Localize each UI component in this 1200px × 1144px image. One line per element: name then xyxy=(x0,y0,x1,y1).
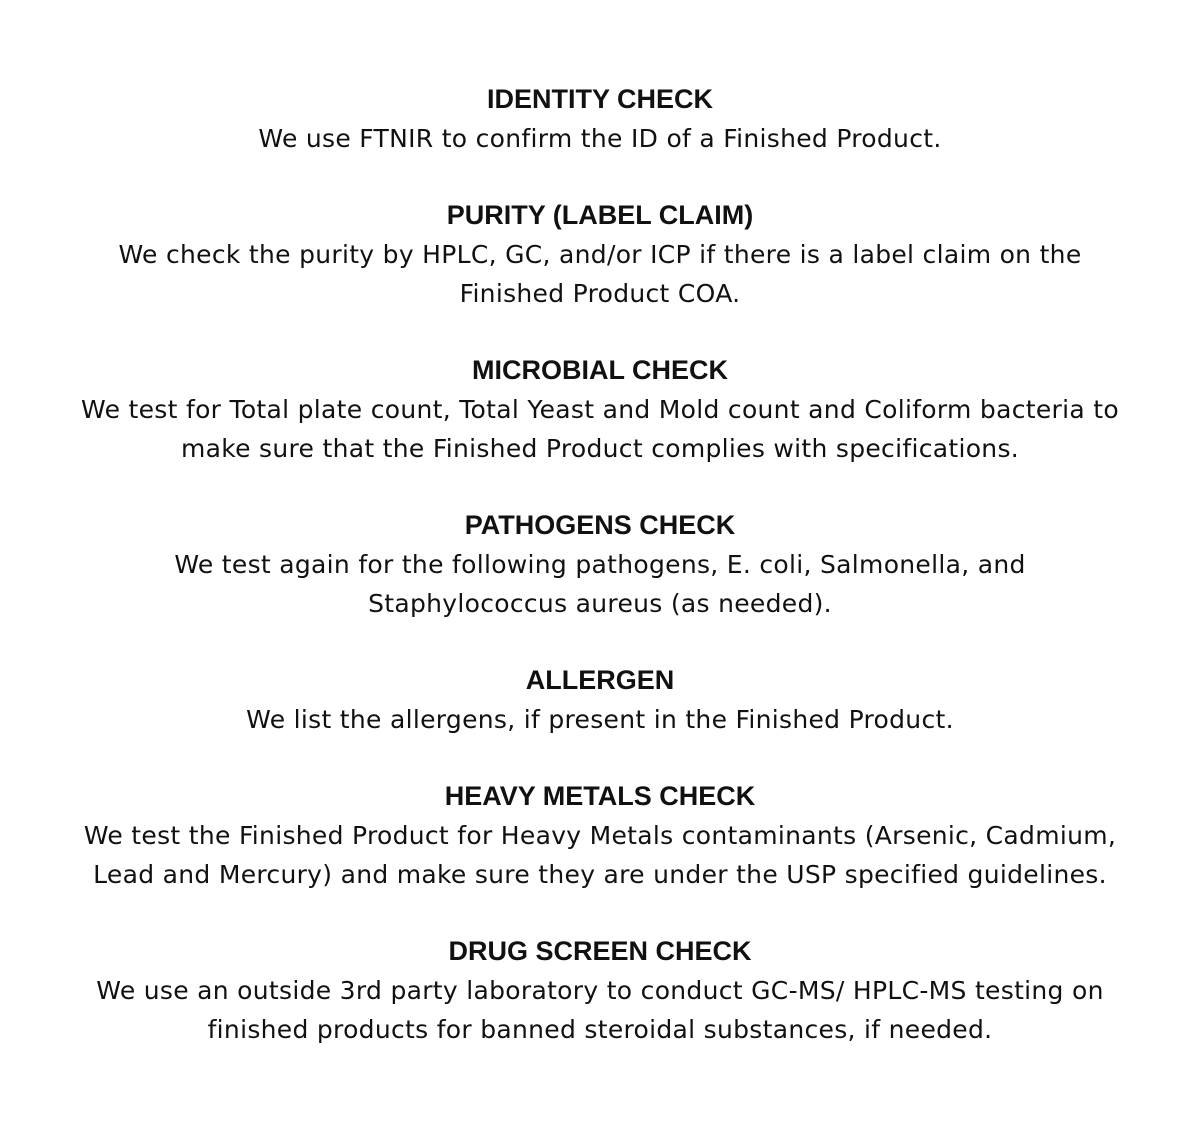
section-title: ALLERGEN xyxy=(525,665,675,695)
section-heavy-metals-check xyxy=(45,777,1155,894)
section-body xyxy=(45,971,1155,1049)
section-body xyxy=(45,545,1155,623)
section-title: IDENTITY CHECK xyxy=(486,84,714,114)
section-body-line: Finished Product COA. xyxy=(459,279,741,308)
section-body-line: Staphylococcus aureus (as needed). xyxy=(368,589,832,618)
section-body-line: finished products for banned steroidal substances, if needed. xyxy=(207,1015,993,1044)
section-body-line: We use FTNIR to confirm the ID of a Finished Product. xyxy=(258,124,942,153)
section-body-line: We test for Total plate count, Total Yeast and Mold count and Coliform bacteria to xyxy=(81,395,1119,424)
section-body-line: Lead and Mercury) and make sure they are under the USP specified guidelines. xyxy=(93,860,1107,889)
section-drug-screen-check xyxy=(45,932,1155,1049)
section-body-line: We check the purity by HPLC, GC, and/or ICP if there is a label claim on the xyxy=(118,240,1082,269)
section-body xyxy=(45,119,1155,158)
section-allergen xyxy=(45,661,1155,739)
section-body xyxy=(45,235,1155,313)
section-body xyxy=(45,700,1155,739)
section-pathogens-check xyxy=(45,506,1155,623)
section-title: PATHOGENS CHECK xyxy=(464,510,736,540)
section-microbial-check xyxy=(45,351,1155,468)
section-title: MICROBIAL CHECK xyxy=(472,355,728,385)
section-body xyxy=(45,390,1155,468)
section-body-line: We test the Finished Product for Heavy Metals contaminants (Arsenic, Cadmium, xyxy=(83,821,1117,850)
section-purity-label-claim xyxy=(45,196,1155,313)
section-body-line: We list the allergens, if present in the Finished Product. xyxy=(246,705,954,734)
section-identity-check xyxy=(45,80,1155,158)
section-body-line: make sure that the Finished Product complies with specifications. xyxy=(180,434,1020,463)
section-body-line: We use an outside 3rd party laboratory to conduct GC-MS/ HPLC-MS testing on xyxy=(96,976,1104,1005)
section-body-line: We test again for the following pathogens, E. coli, Salmonella, and xyxy=(174,550,1026,579)
section-title: PURITY (LABEL CLAIM) xyxy=(446,200,754,230)
section-title: HEAVY METALS CHECK xyxy=(444,781,756,811)
section-body xyxy=(45,816,1155,894)
section-title: DRUG SCREEN CHECK xyxy=(448,936,752,966)
